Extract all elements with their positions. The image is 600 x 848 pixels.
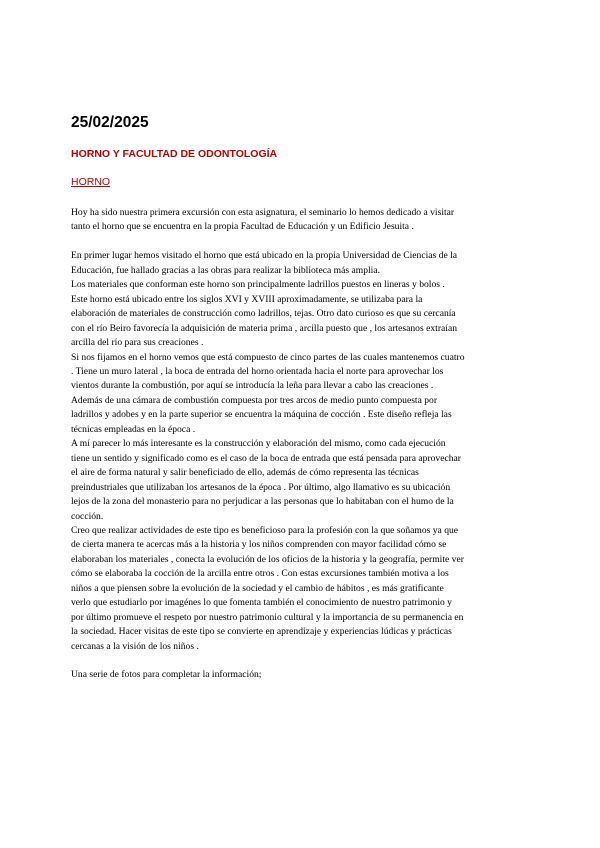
paragraph-line: Este horno está ubicado entre los siglos XVI y XVIII aproximadamente, se utilizaba para la [71, 293, 423, 305]
document-body [71, 206, 533, 683]
paragraph-line: Además de una cámara de combustión compuesta por tres arcos de medio punto compuesta por [71, 394, 438, 406]
paragraph-line: el aire de forma natural y salir beneficiado de ello, además de cómo representa las técnicas [71, 467, 419, 479]
paragraph-line: lejos de la zona del monasterio para no perjudicar a las personas que lo habitaban con el humo de la [71, 496, 454, 508]
paragraph-line: la sociedad. Hacer visitas de este tipo se convierte en aprendizaje y experiencias lúdicas y prácticas [71, 626, 452, 638]
paragraph-line: ladrillos y adobes y en la parte superior se encuentra la máquina de cocción . Este diseño refleja las [71, 409, 452, 421]
paragraph-line: elaboraban los materiales , conecta la evolución de los oficios de la historia y la geografía, permite ver [71, 553, 464, 565]
paragraph-line: preindustriales que utilizaban los artesanos de la época . Por último, algo llamativo es su ubicación [71, 481, 451, 493]
paragraph-line: tanto el horno que se encuentra en la propia Facultad de Educación y un Edificio Jesuita . [71, 221, 414, 233]
paragraph-line: de cierta manera te acercas más a la historia y los niños comprenden con mayor facilidad cómo se [71, 539, 447, 551]
paragraph-line: En primer lugar hemos visitado el horno que está ubicado en la propia Universidad de Ciencias de la [71, 250, 458, 262]
paragraph-gap [71, 654, 533, 668]
paragraph-line: técnicas empleadas en la época . [71, 423, 196, 435]
paragraph-line: elaboración de materiales de construcción como ladrillos, tejas. Otro dato curioso es que su cercanía [71, 308, 456, 320]
document-date: 25/02/2025 [71, 114, 149, 131]
paragraph-line: A mí parecer lo más interesante es la construcción y elaboración del mismo, como cada ejecución [71, 438, 446, 450]
paragraph-line: Una serie de fotos para completar la información; [71, 669, 262, 681]
paragraph-line: Creo que realizar actividades de este tipo es beneficioso para la profesión con la que soñamos ya que [71, 524, 459, 536]
paragraph-line: . Tiene un muro lateral , la boca de entrada del horno orientada hacia el norte para aprovechar los [71, 365, 444, 377]
paragraph-line: por último promueve el respeto por nuestro patrimonio cultural y la importancia de su permanencia en [71, 611, 464, 623]
paragraph-line: vientos durante la combustión, por aquí se introducía la leña para llevar a cabo las creaciones . [71, 380, 434, 392]
paragraph-line: con el río Beiro favorecía la adquisición de materia prima , arcilla puesto que , los artesanos extraían [71, 322, 457, 334]
paragraph-line: cómo se elaboraba la cocción de la arcilla entre otros . Con estas excursiones también motiva a los [71, 568, 449, 580]
document-title: HORNO Y FACULTAD DE ODONTOLOGÍA [71, 148, 278, 160]
paragraph-line: Hoy ha sido nuestra primera excursión con esta asignatura, el seminario lo hemos dedicado a visitar [71, 207, 455, 218]
paragraph-line: Los materiales que conforman este horno son principalmente ladrillos puestos en lineras y bolos . [71, 279, 445, 291]
section-heading: HORNO [71, 176, 111, 188]
paragraph-line: arcilla del río para sus creaciones . [71, 337, 204, 349]
paragraph-gap [71, 235, 533, 249]
paragraph-line: verlo que estudiarlo por imagénes lo que fomenta también el conocimiento de nuestro patrimonio y [71, 597, 452, 609]
paragraph-line: cercanas a la visión de los niños . [71, 640, 199, 652]
paragraph-line: niños a que piensen sobre la evolución de la sociedad y el cambio de hábitos , es más gratificante [71, 582, 444, 594]
paragraph-line: cocción. [71, 510, 104, 522]
paragraph-line: Si nos fijamos en el horno vemos que está compuesto de cinco partes de las cuales mantenemos cuatro [71, 351, 465, 363]
paragraph-line: tiene un sentido y significado como es el caso de la boca de entrada que está pensada para aprovechar [71, 452, 461, 464]
paragraph-line: Educación, fue hallado gracias a las obras para realizar la biblioteca más amplia. [71, 264, 380, 276]
